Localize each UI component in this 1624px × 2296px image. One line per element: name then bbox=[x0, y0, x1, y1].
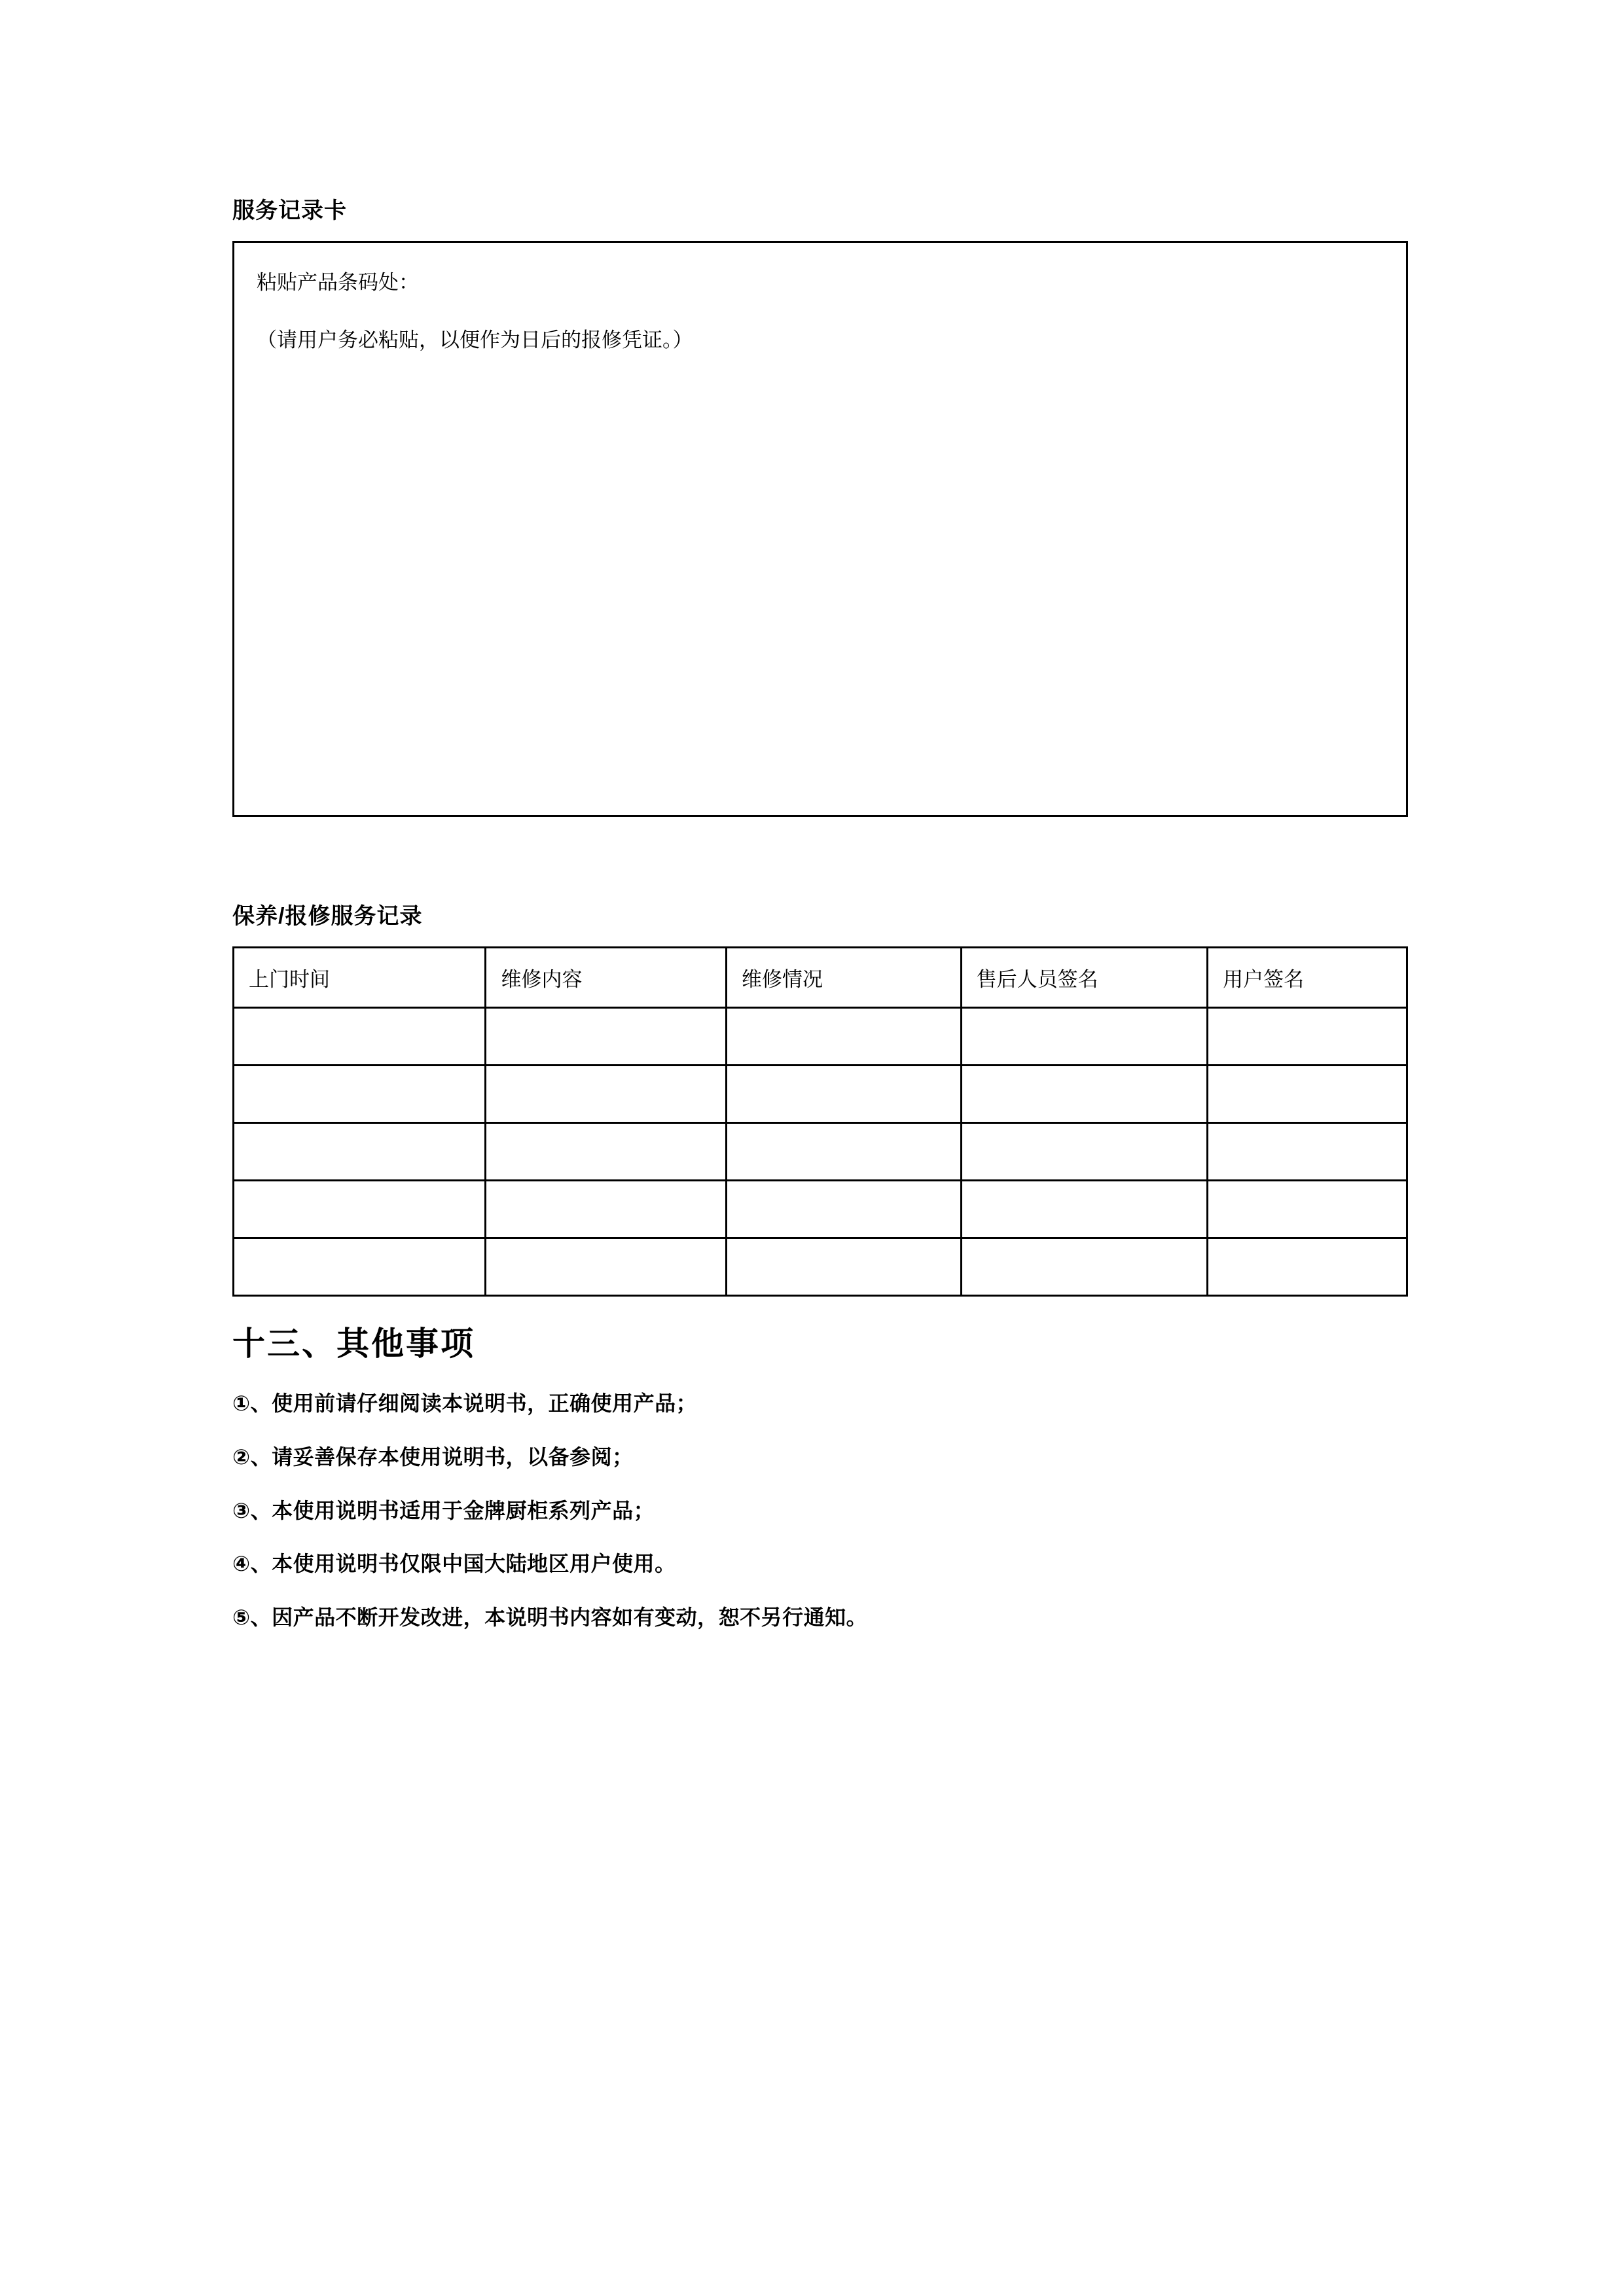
table-cell[interactable] bbox=[1208, 1181, 1407, 1238]
table-cell[interactable] bbox=[486, 1066, 727, 1123]
spacer bbox=[232, 817, 1408, 902]
maintenance-record-table bbox=[232, 946, 1408, 1297]
table-cell[interactable] bbox=[727, 1066, 962, 1123]
table-cell[interactable] bbox=[234, 1181, 486, 1238]
barcode-paste-label: 粘贴产品条码处： bbox=[257, 271, 419, 295]
table-row bbox=[234, 1066, 1407, 1123]
other-matters-list bbox=[232, 1388, 1408, 1634]
table-cell[interactable] bbox=[961, 1008, 1208, 1066]
table-row bbox=[234, 1123, 1407, 1181]
table-cell[interactable] bbox=[961, 1238, 1208, 1296]
table-cell[interactable] bbox=[727, 1238, 962, 1296]
column-header-repair-status: 维修情况 bbox=[727, 948, 962, 1008]
list-item: ④、本使用说明书仅限中国大陆地区用户使用。 bbox=[232, 1552, 676, 1576]
maintenance-record-heading: 保养/报修服务记录 bbox=[232, 904, 423, 929]
table-row bbox=[234, 1008, 1407, 1066]
table-cell[interactable] bbox=[234, 1008, 486, 1066]
table-cell[interactable] bbox=[486, 1238, 727, 1296]
list-item: ②、请妥善保存本使用说明书，以备参阅； bbox=[232, 1444, 634, 1469]
service-card-heading: 服务记录卡 bbox=[232, 198, 347, 223]
table-cell[interactable] bbox=[234, 1123, 486, 1181]
table-cell[interactable] bbox=[961, 1123, 1208, 1181]
column-header-visit-time: 上门时间 bbox=[234, 948, 486, 1008]
barcode-paste-area bbox=[232, 241, 1408, 817]
table-cell[interactable] bbox=[727, 1181, 962, 1238]
table-cell[interactable] bbox=[727, 1008, 962, 1066]
table-cell[interactable] bbox=[961, 1066, 1208, 1123]
page-title: 十三、其他事项 bbox=[232, 1325, 475, 1363]
table-cell[interactable] bbox=[961, 1181, 1208, 1238]
table-cell[interactable] bbox=[1208, 1238, 1407, 1296]
table-cell[interactable] bbox=[486, 1123, 727, 1181]
table-cell[interactable] bbox=[1208, 1066, 1407, 1123]
table-cell[interactable] bbox=[234, 1066, 486, 1123]
list-item: ③、本使用说明书适用于金牌厨柜系列产品； bbox=[232, 1498, 655, 1522]
table-cell[interactable] bbox=[1208, 1008, 1407, 1066]
column-header-user-signature: 用户签名 bbox=[1208, 948, 1407, 1008]
barcode-paste-instruction: （请用户务必粘贴，以便作为日后的报修凭证。） bbox=[257, 328, 693, 351]
column-header-repair-content: 维修内容 bbox=[486, 948, 727, 1008]
list-item: ①、使用前请仔细阅读本说明书，正确使用产品； bbox=[232, 1391, 698, 1416]
table-cell[interactable] bbox=[234, 1238, 486, 1296]
table-cell[interactable] bbox=[1208, 1123, 1407, 1181]
column-header-staff-signature: 售后人员签名 bbox=[961, 948, 1208, 1008]
table-cell[interactable] bbox=[486, 1008, 727, 1066]
table-cell[interactable] bbox=[486, 1181, 727, 1238]
list-item: ⑤、因产品不断开发改进，本说明书内容如有变动，恕不另行通知。 bbox=[232, 1605, 868, 1629]
table-row bbox=[234, 1238, 1407, 1296]
table-cell[interactable] bbox=[727, 1123, 962, 1181]
table-row bbox=[234, 1181, 1407, 1238]
table-header-row bbox=[234, 948, 1407, 1008]
